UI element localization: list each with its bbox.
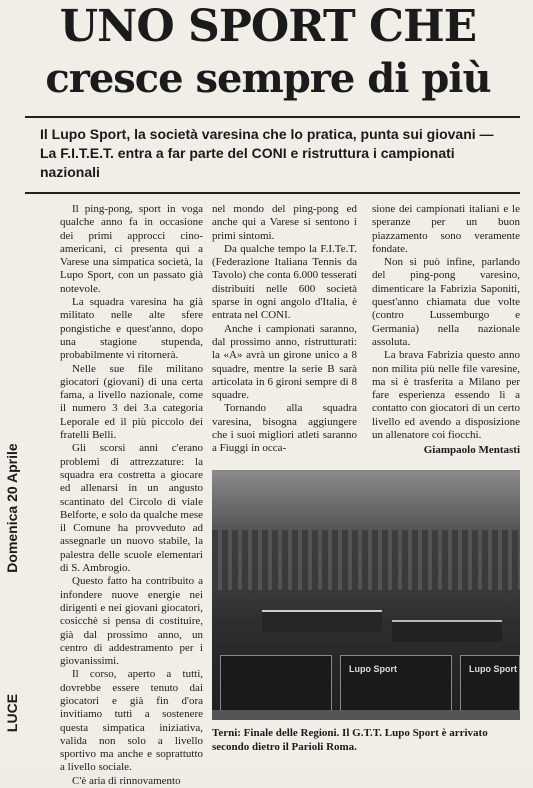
photo-table — [262, 610, 382, 632]
barrier-text: Lupo Sport — [349, 664, 397, 674]
photo-table-tennis-hall — [212, 470, 520, 720]
paragraph: Il corso, aperto a tutti, dovrebbe essere tenuto dai giocatori e già fin d'ora invitiamo tutti a sostenere questa simpatica iniziativa, valida non solo a livello sportivo ma anche e soprattutto a livello sociale. — [60, 668, 203, 774]
paragraph: La squadra varesina ha già militato nelle alte sfere pongistiche e quest'anno, dopo una stagione stupenda, probabilmente vi ritornerà. — [60, 296, 203, 362]
article-column-2 — [212, 203, 357, 456]
paragraph: Nelle sue file militano giocatori (giovani) di una certa fama, a livello nazionale, come il numero 3 dei 3.a categoria Leporale ed il più piccolo dei fratelli Belli. — [60, 362, 203, 442]
article-column-1 — [60, 203, 203, 788]
headline-line-2: cresce sempre di più — [45, 55, 491, 102]
photo-roof — [212, 470, 520, 530]
paragraph: Da qualche tempo la F.I.Te.T. (Federazione Italiana Tennis da Tavolo) che conta 6.000 tesserati distribuiti nelle 600 società sparse in ogni angolo d'Italia, è entrata nel CONI. — [212, 242, 357, 322]
paragraph: C'è aria di rinnovamento — [72, 774, 181, 787]
paragraph: Non si può infine, parlando del ping-pong varesino, dimenticare la Fabrizia Saponiti, quest'anno chiamata due volte (contro Lussemburgo e Germania) nella nazionale assoluta. — [372, 256, 520, 348]
author-signature: Giampaolo Mentasti — [423, 444, 520, 457]
paragraph: Gli scorsi anni c'erano problemi di attrezzature: la squadra era costretta a giocare ed allenarsi in un angusto scantinato del Circolo di viale Belforte, e solo da qualche mese il Comune ha provveduto ad assegnarle un nuovo stabile, la palestra delle scuole elementari di S. Ambrogio. — [60, 442, 203, 575]
paragraph: Il ping-pong, sport in voga qualche anno fa in occasione dei primi approcci cino-americani, ci presenta qui a Varese una simpatica società, la Lupo Sport, con un passato già notevole. — [60, 203, 203, 295]
date-text: Domenica 20 Aprile — [4, 443, 20, 573]
photo-barrier — [220, 655, 332, 712]
photo-stands — [212, 530, 520, 590]
top-divider — [25, 116, 520, 118]
headline-line-1: UNO SPORT CHE — [59, 1, 477, 52]
side-paper-label — [0, 680, 22, 750]
side-date-label — [2, 415, 22, 605]
photo-barrier — [340, 655, 452, 712]
barrier-text: Lupo Sport — [469, 664, 517, 674]
photo-table — [392, 620, 502, 642]
photo-barrier — [460, 655, 520, 712]
paragraph: Questo fatto ha contribuito a infondere nuove energie nei dirigenti e nei giovani giocatori, cosicchè si pensa di costituire, già dal prossimo anno, un centro di addestramento per i giovanissimi. — [60, 575, 203, 668]
bottom-divider — [25, 192, 520, 194]
paragraph: Tornando alla squadra varesina, bisogna aggiungere che i suoi migliori atleti saranno a Fiuggi in occa- — [212, 402, 357, 455]
photo-caption: Terni: Finale delle Regioni. Il G.T.T. Lupo Sport è arrivato secondo dietro il Parioli Roma. — [212, 727, 488, 753]
subheadline: Il Lupo Sport, la società varesina che lo pratica, punta sui giovani — La F.I.T.E.T. entra a far parte del CONI e ristruttura i campionati nazionali — [40, 126, 494, 180]
photo-floor — [212, 710, 520, 720]
article-column-3 — [372, 203, 520, 458]
paragraph: sione dei campionati italiani e le speranze per un buon piazzamento sono veramente fondate. — [372, 203, 520, 255]
paragraph: La brava Fabrizia questo anno non milita più nelle file varesine, ma si è trasferita a Milano per fare esperienza essendo lì a contatto con giocatori di un certo livello ed avendo a disposizione un allenatore coi fiocchi. — [372, 349, 520, 442]
paragraph: nel mondo del ping-pong ed anche qui a Varese si sentono i primi sintomi. — [212, 203, 357, 242]
paper-name: LUCE — [4, 693, 20, 733]
paragraph: Anche i campionati saranno, dal prossimo anno, ristrutturati: la «A» avrà un girone unico a 8 squadre, mentre la serie B sarà articolata in 6 gironi sempre di 8 squadre. — [212, 322, 357, 402]
